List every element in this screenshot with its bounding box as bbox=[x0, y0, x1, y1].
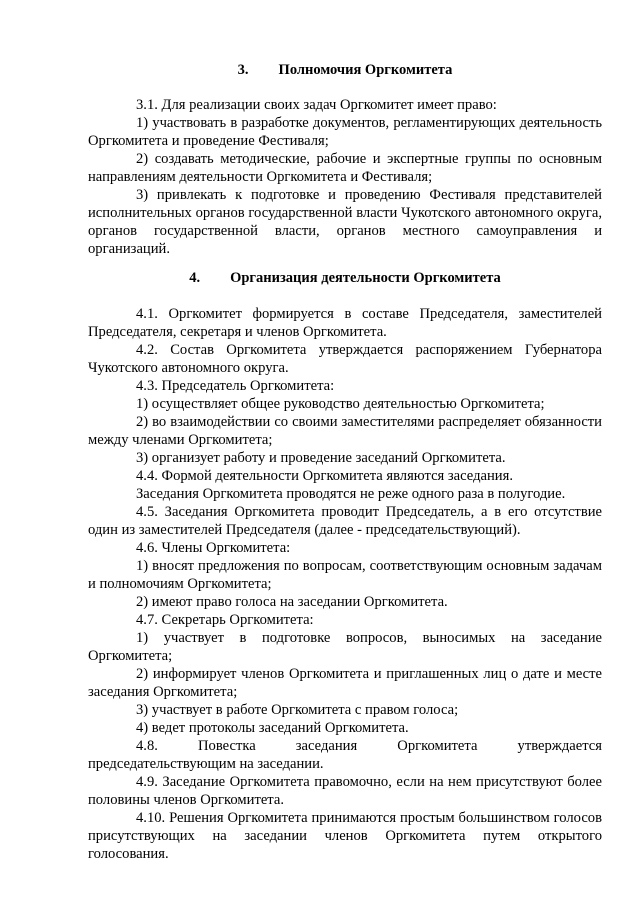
paragraph-4-7-item-3: 3) участвует в работе Оргкомитета с правом голоса; bbox=[136, 702, 459, 718]
paragraph-4-3-item-1: 1) осуществляет общее руководство деятельностью Оргкомитета; bbox=[136, 396, 545, 412]
paragraph-4-10: 4.10. Решения Оргкомитета принимаются простым большинством голосов присутствующих на заседании членов Оргкомитета путем открытого голосования. bbox=[88, 810, 602, 862]
paragraph-4-1: 4.1. Оргкомитет формируется в составе Председателя, заместителей Председателя, секретаря и членов Оргкомитета. bbox=[88, 306, 602, 340]
paragraph-3-1: 3.1. Для реализации своих задач Оргкомитет имеет право: bbox=[136, 97, 497, 113]
paragraph-4-3-item-2: 2) во взаимодействии со своими заместителями распределяет обязанности между членами Оргкомитета; bbox=[88, 414, 602, 448]
paragraph-3-1-item-2: 2) создавать методические, рабочие и экспертные группы по основным направлениям деятельности Оргкомитета и Фестиваля; bbox=[88, 151, 602, 185]
paragraph-4-2: 4.2. Состав Оргкомитета утверждается распоряжением Губернатора Чукотского автономного округа. bbox=[88, 342, 602, 376]
paragraph-4-3: 4.3. Председатель Оргкомитета: bbox=[136, 378, 335, 394]
paragraph-4-8: 4.8. Повестка заседания Оргкомитета утверждается председательствующим на заседании. bbox=[88, 738, 602, 772]
paragraph-4-7: 4.7. Секретарь Оргкомитета: bbox=[136, 612, 314, 628]
paragraph-3-1-item-3: 3) привлекать к подготовке и проведению Фестиваля представителей исполнительных органов государственной власти Чукотского автономного округа, органов государственной власти, органов местного самоуправления и организаций. bbox=[88, 187, 602, 257]
section-4-title: Организация деятельности Оргкомитета bbox=[230, 270, 501, 286]
section-4-number: 4. bbox=[189, 270, 201, 286]
paragraph-4-7-item-1: 1) участвует в подготовке вопросов, выносимых на заседание Оргкомитета; bbox=[88, 630, 602, 664]
section-3-number: 3. bbox=[237, 62, 249, 78]
paragraph-4-6-item-1: 1) вносят предложения по вопросам, соответствующим основным задачам и полномочиям Оргкомитета; bbox=[88, 558, 602, 592]
paragraph-4-7-item-2: 2) информирует членов Оргкомитета и приглашенных лиц о дате и месте заседания Оргкомитета; bbox=[88, 666, 602, 700]
paragraph-4-4: 4.4. Формой деятельности Оргкомитета являются заседания. bbox=[136, 468, 513, 484]
paragraph-4-6: 4.6. Члены Оргкомитета: bbox=[136, 540, 291, 556]
paragraph-4-5: 4.5. Заседания Оргкомитета проводит Председатель, а в его отсутствие один из заместителей Председателя (далее - председательствующий). bbox=[88, 504, 602, 538]
paragraph-4-6-item-2: 2) имеют право голоса на заседании Оргкомитета. bbox=[136, 594, 448, 610]
section-3-heading bbox=[88, 62, 602, 79]
paragraph-4-3-item-3: 3) организует работу и проведение заседаний Оргкомитета. bbox=[136, 450, 506, 466]
section-4-heading bbox=[88, 270, 602, 287]
paragraph-4-9: 4.9. Заседание Оргкомитета правомочно, если на нем присутствуют более половины членов Оргкомитета. bbox=[88, 774, 602, 808]
paragraph-4-7-item-4: 4) ведет протоколы заседаний Оргкомитета. bbox=[136, 720, 409, 736]
paragraph-4-4-note: Заседания Оргкомитета проводятся не реже одного раза в полугодие. bbox=[136, 486, 566, 502]
paragraph-3-1-item-1: 1) участвовать в разработке документов, регламентирующих деятельность Оргкомитета и проведение Фестиваля; bbox=[88, 115, 602, 149]
section-3-title: Полномочия Оргкомитета bbox=[278, 62, 453, 78]
